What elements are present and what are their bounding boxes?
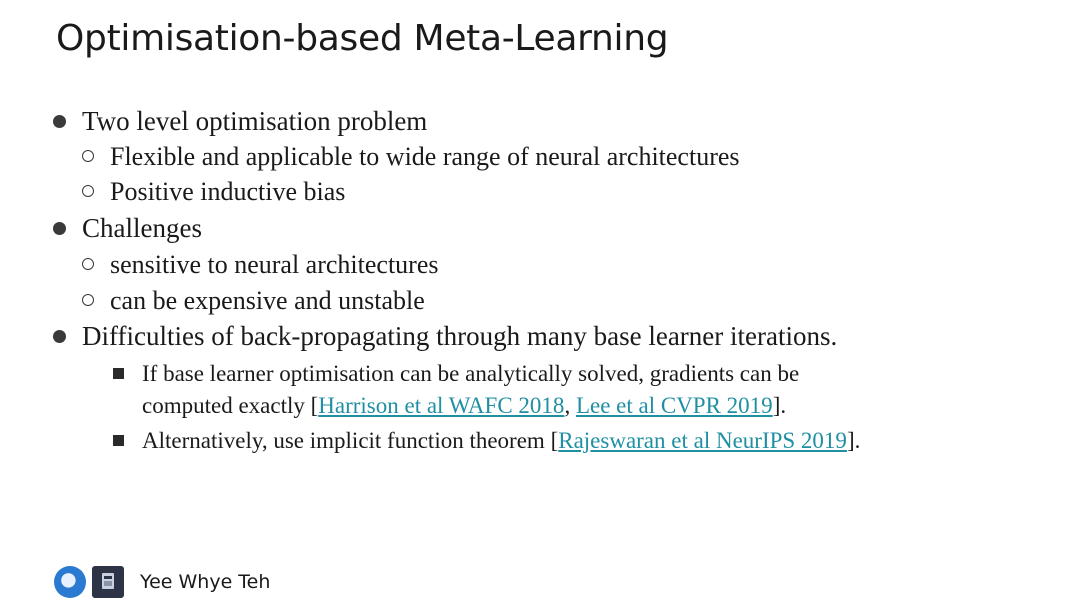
sub-sub-bullet-item [113,361,799,387]
crest-icon [99,571,117,593]
footer [54,566,270,598]
hollow-bullet-icon [82,150,94,162]
bullet-dot-icon [53,115,66,128]
bullet-text: Challenges [82,213,202,243]
hollow-bullet-icon [82,258,94,270]
bullet-item [53,106,427,137]
sub-bullet-item [82,177,345,207]
square-bullet-icon [113,368,124,379]
citation-close: ]. [772,393,787,418]
sub-sub-bullet-item [113,428,860,454]
bullet-text-before: Alternatively, use implicit function theorem [ [142,428,559,453]
sub-bullet-item [82,250,438,280]
citation-link-harrison[interactable]: Harrison et al WAFC 2018 [318,393,565,418]
bullet-text: If base learner optimisation can be analytically solved, gradients can be [142,361,800,386]
citation-link-lee[interactable]: Lee et al CVPR 2019 [575,393,773,418]
bullet-text: sensitive to neural architectures [110,250,439,279]
sub-bullet-item [82,142,740,172]
citation-link-rajeswaran[interactable]: Rajeswaran et al NeurIPS 2019 [558,428,847,453]
continuation-text: computed exactly [ [142,393,319,418]
hollow-bullet-icon [82,185,94,197]
bullet-item [53,213,202,244]
bullet-text: can be expensive and unstable [110,286,425,315]
bullet-continuation [142,393,786,419]
slide-title: Optimisation-based Meta-Learning [56,18,669,59]
bullet-dot-icon [53,330,66,343]
bullet-item [53,321,837,352]
bullet-text: Positive inductive bias [110,177,346,206]
author-name: Yee Whye Teh [140,571,271,593]
bullet-text: Two level optimisation problem [82,106,428,136]
square-bullet-icon [113,435,124,446]
bullet-dot-icon [53,222,66,235]
deepmind-logo-icon [54,566,86,598]
sub-bullet-item [82,286,425,316]
bullet-text: Flexible and applicable to wide range of neural architectures [110,142,740,171]
oxford-logo-icon [92,566,124,598]
citation-separator: , [564,393,576,418]
bullet-text: Difficulties of back-propagating through many base learner iterations. [82,321,838,351]
hollow-bullet-icon [82,294,94,306]
citation-close: ]. [846,428,861,453]
